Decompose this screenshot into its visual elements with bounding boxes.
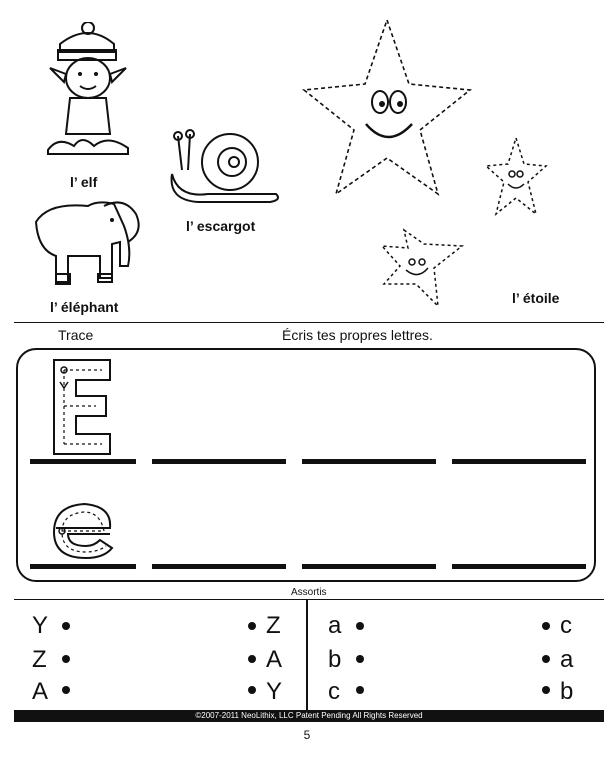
match-dot-uppercase-right-2[interactable] bbox=[248, 655, 256, 663]
big-star-illustration bbox=[300, 14, 474, 200]
match-lowercase-left-1: a bbox=[328, 612, 342, 639]
elf-caption: l’ elf bbox=[70, 174, 98, 190]
match-lowercase-right-3: b bbox=[560, 678, 574, 705]
match-dot-lowercase-right-1[interactable] bbox=[542, 622, 550, 630]
matching-column-divider bbox=[306, 600, 308, 710]
match-dot-lowercase-left-1[interactable] bbox=[356, 622, 364, 630]
snail-illustration bbox=[158, 128, 286, 206]
assortis-divider bbox=[14, 599, 604, 600]
escargot-caption: l’ escargot bbox=[186, 218, 256, 234]
write-header: Écris tes propres lettres. bbox=[282, 327, 433, 343]
elephant-illustration bbox=[28, 196, 148, 288]
match-dot-lowercase-right-2[interactable] bbox=[542, 655, 550, 663]
match-dot-uppercase-right-1[interactable] bbox=[248, 622, 256, 630]
small-star-illustration bbox=[484, 134, 548, 218]
write-line-lowercase-2[interactable] bbox=[152, 564, 286, 569]
match-lowercase-right-2: a bbox=[560, 646, 574, 673]
write-line-uppercase-2[interactable] bbox=[152, 459, 286, 464]
match-dot-lowercase-left-2[interactable] bbox=[356, 655, 364, 663]
match-lowercase-right-1: c bbox=[560, 612, 572, 639]
etoile-caption: l’ étoile bbox=[512, 290, 560, 306]
match-uppercase-left-2: Z bbox=[32, 646, 47, 673]
write-line-uppercase-4[interactable] bbox=[452, 459, 586, 464]
match-uppercase-right-2: A bbox=[266, 646, 283, 673]
match-dot-uppercase-left-1[interactable] bbox=[62, 622, 70, 630]
assortis-label: Assortis bbox=[291, 587, 327, 598]
trace-letter-lowercase-e[interactable] bbox=[48, 500, 118, 562]
medium-star-illustration bbox=[378, 226, 468, 310]
section-divider bbox=[14, 322, 604, 323]
elf-illustration bbox=[38, 22, 138, 162]
match-uppercase-left-1: Y bbox=[32, 612, 49, 639]
match-uppercase-right-1: Z bbox=[266, 612, 281, 639]
write-line-uppercase-3[interactable] bbox=[302, 459, 436, 464]
match-dot-lowercase-right-3[interactable] bbox=[542, 686, 550, 694]
match-dot-uppercase-right-3[interactable] bbox=[248, 686, 256, 694]
elephant-caption: l’ éléphant bbox=[50, 299, 119, 315]
page-number: 5 bbox=[303, 728, 311, 742]
write-line-uppercase-1[interactable] bbox=[30, 459, 136, 464]
match-lowercase-left-2: b bbox=[328, 646, 342, 673]
match-uppercase-left-3: A bbox=[32, 678, 49, 705]
copyright-bar: ©2007-2011 NeoLithix, LLC Patent Pending All Rights Reserved bbox=[14, 710, 604, 722]
match-lowercase-left-3: c bbox=[328, 678, 340, 705]
trace-header: Trace bbox=[58, 327, 94, 343]
trace-letter-uppercase-e[interactable] bbox=[48, 356, 114, 458]
write-line-lowercase-3[interactable] bbox=[302, 564, 436, 569]
match-dot-lowercase-left-3[interactable] bbox=[356, 686, 364, 694]
write-line-lowercase-1[interactable] bbox=[30, 564, 136, 569]
match-dot-uppercase-left-2[interactable] bbox=[62, 655, 70, 663]
match-dot-uppercase-left-3[interactable] bbox=[62, 686, 70, 694]
write-line-lowercase-4[interactable] bbox=[452, 564, 586, 569]
match-uppercase-right-3: Y bbox=[266, 678, 283, 705]
